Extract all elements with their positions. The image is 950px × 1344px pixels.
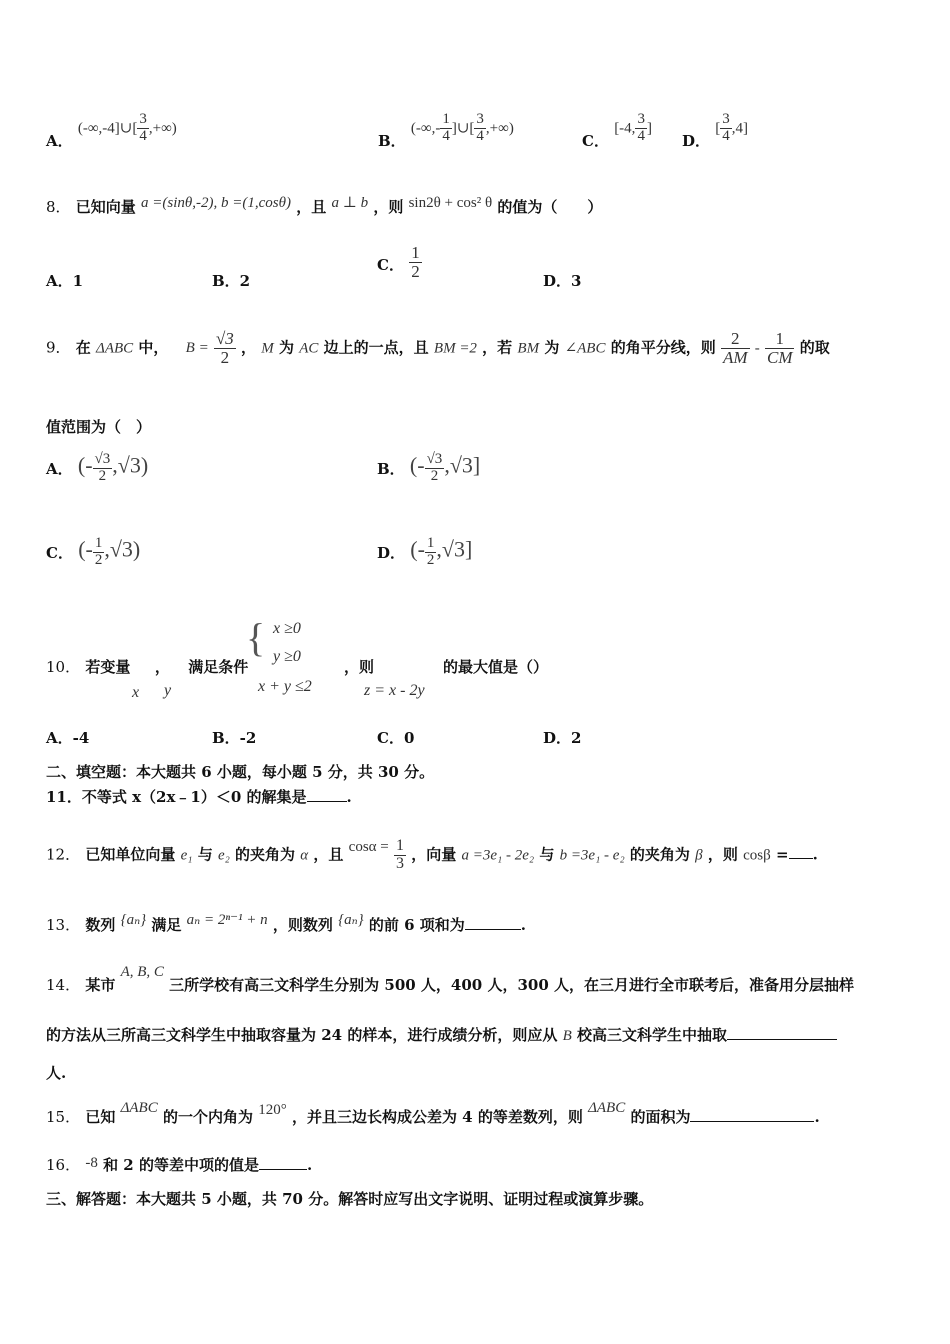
var-y: y — [164, 682, 172, 699]
math-expr: B = — [185, 340, 209, 357]
stem-text: 的前 6 项和为 — [368, 916, 465, 934]
math-expr: BM =2 — [433, 340, 477, 357]
question-number: 13． — [46, 916, 81, 934]
system-brace: { — [246, 615, 266, 660]
stem-text: 的取 — [799, 338, 830, 357]
denominator: 2 — [430, 467, 439, 484]
fraction — [93, 536, 105, 569]
question-number: 9． — [46, 338, 71, 357]
math-expr: ΔABC — [120, 1100, 158, 1116]
stem-text: ，则 — [373, 198, 404, 216]
stem-text: 满足条件 — [188, 658, 249, 676]
math-expr: 120° — [258, 1102, 287, 1118]
q10-option-a: A．-4 — [46, 729, 90, 747]
denominator: 2 — [426, 551, 435, 568]
numerator: 1 — [411, 243, 420, 262]
numerator: 3 — [476, 111, 484, 127]
answer-blank[interactable] — [727, 1039, 837, 1040]
math-expr: a ⊥ b — [331, 195, 369, 211]
math-expr: M — [261, 340, 274, 357]
answer-blank[interactable] — [307, 801, 347, 802]
stem-text: . — [814, 1108, 820, 1126]
math-expr: ΔABC — [588, 1100, 626, 1116]
stem-text: 的夹角为 — [235, 845, 296, 864]
option-math-tail: ,4] — [731, 120, 748, 137]
option-math: [ — [715, 120, 721, 137]
q10-option-d: D．2 — [543, 729, 582, 747]
q7-option-c — [582, 111, 652, 151]
stem-text: 与 — [197, 845, 213, 864]
q10-stem — [46, 656, 248, 677]
q10-stem-max: 的最大值是（） — [443, 658, 549, 676]
q13-stem — [46, 914, 526, 935]
option-math: (-∞,- — [410, 120, 441, 137]
answer-blank[interactable] — [465, 929, 521, 930]
stem-text: 校高三文科学生中抽取 — [576, 1026, 727, 1044]
option-math-tail: ,+∞) — [485, 120, 514, 137]
q7-option-b — [378, 111, 514, 151]
option-label: A． — [46, 132, 73, 151]
math-expr: -8 — [85, 1155, 98, 1171]
stem-text: . — [812, 845, 818, 864]
stem-text: 11．不等式 x（2x﹣1）＜0 的解集是 — [46, 788, 307, 806]
option-label: A． — [46, 460, 73, 479]
denominator: 4 — [442, 127, 450, 144]
math-expr: ΔABC — [96, 340, 134, 357]
option-math: (-∞,-4]∪[ — [77, 120, 138, 137]
objective-expr: z = x - 2y — [364, 682, 425, 699]
math-expr: b =3e₁ - e₂ — [559, 847, 625, 864]
option-math-tail: ,√3] — [444, 452, 481, 478]
option-label: C． — [377, 256, 404, 275]
math-expr: A, B, C — [120, 964, 164, 980]
fraction — [137, 112, 149, 145]
fraction — [425, 536, 437, 569]
fraction — [474, 112, 486, 145]
stem-text: 为 — [544, 338, 560, 357]
denominator: 3 — [395, 854, 404, 872]
numerator: 1 — [395, 837, 404, 854]
q10-option-c: C．0 — [377, 729, 415, 747]
stem-text: 已知单位向量 — [85, 845, 176, 864]
stem-text: 的方法从三所高三文科学生中抽取容量为 24 的样本，进行成绩分析，则应从 — [46, 1026, 558, 1044]
answer-blank[interactable] — [259, 1169, 307, 1170]
stem-text: 的值为（ ） — [497, 198, 603, 216]
answer-blank[interactable] — [690, 1121, 814, 1122]
stem-text: 和 2 的等差中项的值是 — [103, 1156, 259, 1174]
stem-text: 中， — [138, 338, 169, 357]
q16-stem — [46, 1154, 312, 1175]
option-math-tail: ] — [646, 120, 652, 137]
stem-text: . — [346, 788, 352, 806]
numerator: √3 — [94, 451, 111, 467]
q10-stem-then: ，则 — [344, 658, 375, 676]
numerator: 3 — [722, 111, 730, 127]
question-number: 10． — [46, 658, 81, 676]
stem-text: ，并且三边长构成公差为 4 的等差数列，则 — [291, 1108, 583, 1126]
option-math: (- — [77, 452, 93, 478]
fraction — [721, 330, 750, 367]
math-expr: e₁ — [180, 847, 193, 864]
stem-text: 的夹角为 — [629, 845, 690, 864]
numerator: 1 — [765, 330, 795, 349]
fraction — [440, 112, 452, 145]
option-math-tail: ,√3] — [436, 536, 473, 562]
var-x: x — [132, 684, 140, 701]
stem-text: = — [776, 845, 789, 864]
question-number: 15． — [46, 1108, 81, 1126]
stem-text: . — [306, 1156, 313, 1174]
numerator: 3 — [637, 111, 645, 127]
option-label: B． — [378, 132, 406, 151]
q8-option-b: B．2 — [212, 272, 251, 290]
option-label: C． — [582, 132, 609, 151]
stem-text: 的角平分线，则 — [610, 338, 716, 357]
stem-text: ，且 — [313, 845, 344, 864]
q9-stem — [46, 330, 830, 367]
stem-text: 已知向量 — [75, 198, 136, 216]
q10-option-b: B．-2 — [212, 729, 257, 747]
fraction — [765, 330, 795, 367]
q9-option-b — [377, 452, 480, 485]
denominator: 2 — [98, 467, 107, 484]
math-expr: BM — [517, 340, 540, 357]
denominator: 2 — [411, 261, 420, 281]
math-expr: ∠ABC — [564, 340, 606, 357]
q8-option-c — [377, 244, 422, 281]
denominator: 4 — [139, 127, 147, 144]
q8-option-d: D．3 — [543, 272, 582, 290]
q14-stem — [46, 964, 854, 995]
option-math: [-4, — [614, 120, 636, 137]
option-label: C． — [46, 544, 73, 563]
stem-text: ，则数列 — [272, 916, 333, 934]
stem-text: 若变量 — [85, 658, 131, 676]
fraction — [425, 452, 445, 485]
option-label: D． — [682, 132, 711, 151]
stem-text: ，且 — [296, 198, 327, 216]
numerator: √3 — [426, 451, 443, 467]
math-expr: cosβ — [743, 847, 771, 864]
option-label: B． — [377, 460, 405, 479]
q15-stem — [46, 1100, 820, 1127]
section-heading-solution: 三、解答题：本大题共 5 小题，共 70 分。解答时应写出文字说明、证明过程或演算步骤。 — [46, 1190, 654, 1208]
q12-stem — [46, 838, 818, 873]
math-expr: AC — [299, 340, 319, 357]
stem-text: . — [520, 916, 527, 934]
numerator: 1 — [94, 535, 103, 551]
question-number: 16． — [46, 1156, 81, 1174]
stem-text: ，则 — [707, 845, 738, 864]
constraint-2: y ≥0 — [273, 648, 301, 665]
math-expr: a =(sinθ,-2), b =(1,cosθ) — [141, 195, 291, 211]
stem-text: 的面积为 — [630, 1108, 691, 1126]
stem-text: 已知 — [85, 1108, 116, 1126]
fraction — [635, 112, 647, 145]
option-math-tail: ,√3) — [112, 452, 149, 478]
math-expr: a =3e₁ - 2e₂ — [461, 847, 535, 864]
q8-stem — [46, 196, 602, 217]
q9-option-c — [46, 536, 140, 569]
denominator: 4 — [637, 127, 645, 144]
numerator: 1 — [442, 111, 450, 127]
stem-text: ，若 — [482, 338, 513, 357]
constraint-3: x + y ≤2 — [258, 678, 312, 695]
q9-option-a — [46, 452, 148, 485]
option-math-mid: ]∪[ — [451, 120, 475, 137]
numerator: 3 — [139, 111, 147, 127]
stem-text: 满足 — [151, 916, 182, 934]
stem-text: ， — [241, 338, 257, 357]
q9-option-d — [377, 536, 472, 569]
stem-text: 为 — [279, 338, 295, 357]
fraction — [214, 330, 236, 367]
q7-option-a — [46, 111, 177, 151]
q7-option-d — [682, 111, 748, 151]
q11-stem — [46, 786, 352, 807]
option-math-tail: ,+∞) — [148, 120, 177, 137]
question-number: 8． — [46, 198, 71, 216]
fraction — [720, 112, 732, 145]
denominator: 2 — [94, 551, 103, 568]
stem-text: 三所学校有高三文科学生分别为 500 人，400 人，300 人，在三月进行全市联考后，准备用分层抽样 — [169, 976, 854, 994]
denominator: CM — [766, 347, 793, 367]
q14-stem-line3: 人. — [46, 1064, 67, 1082]
numerator: √3 — [215, 329, 234, 348]
q8-option-a: A．1 — [46, 272, 84, 290]
constraint-1: x ≥0 — [273, 620, 301, 637]
math-expr: e₂ — [217, 847, 230, 864]
denominator: 2 — [220, 347, 230, 367]
stem-text: 某市 — [85, 976, 116, 994]
question-number: 12． — [46, 845, 81, 864]
math-expr: aₙ = 2ⁿ⁻¹ + n — [186, 912, 268, 928]
numerator: 2 — [721, 330, 750, 349]
option-label: D． — [377, 544, 406, 563]
denominator: AM — [722, 347, 748, 367]
math-expr: sin2θ + cos² θ — [408, 195, 493, 211]
stem-text: ，向量 — [411, 845, 457, 864]
math-expr: cosα = — [348, 839, 389, 856]
option-math: (- — [410, 536, 425, 562]
option-math: (- — [78, 536, 93, 562]
stem-text: 数列 — [85, 916, 116, 934]
stem-text: ， — [154, 658, 170, 676]
denominator: 4 — [722, 127, 730, 144]
stem-text: 在 — [75, 338, 91, 357]
answer-blank[interactable] — [789, 858, 813, 859]
option-math: (- — [409, 452, 425, 478]
numerator: 1 — [426, 535, 435, 551]
stem-text: 边上的一点，且 — [323, 338, 429, 357]
fraction — [394, 838, 406, 873]
stem-text: 的一个内角为 — [162, 1108, 253, 1126]
question-number: 14． — [46, 976, 81, 994]
math-expr: B — [562, 1028, 572, 1044]
math-expr: {aₙ} — [338, 912, 364, 928]
option-math-tail: ,√3) — [104, 536, 141, 562]
q9-stem-line2: 值范围为（ ） — [46, 418, 152, 436]
math-expr: {aₙ} — [120, 912, 147, 928]
stem-text: 与 — [539, 845, 555, 864]
q14-stem-line2 — [46, 1024, 837, 1045]
section-heading-fill-blank: 二、填空题：本大题共 6 小题，每小题 5 分，共 30 分。 — [46, 763, 435, 781]
fraction — [93, 452, 113, 485]
math-expr: α — [300, 847, 309, 864]
denominator: 4 — [476, 127, 484, 144]
math-expr: - — [754, 340, 760, 357]
math-expr: β — [695, 847, 703, 864]
fraction — [409, 244, 422, 281]
